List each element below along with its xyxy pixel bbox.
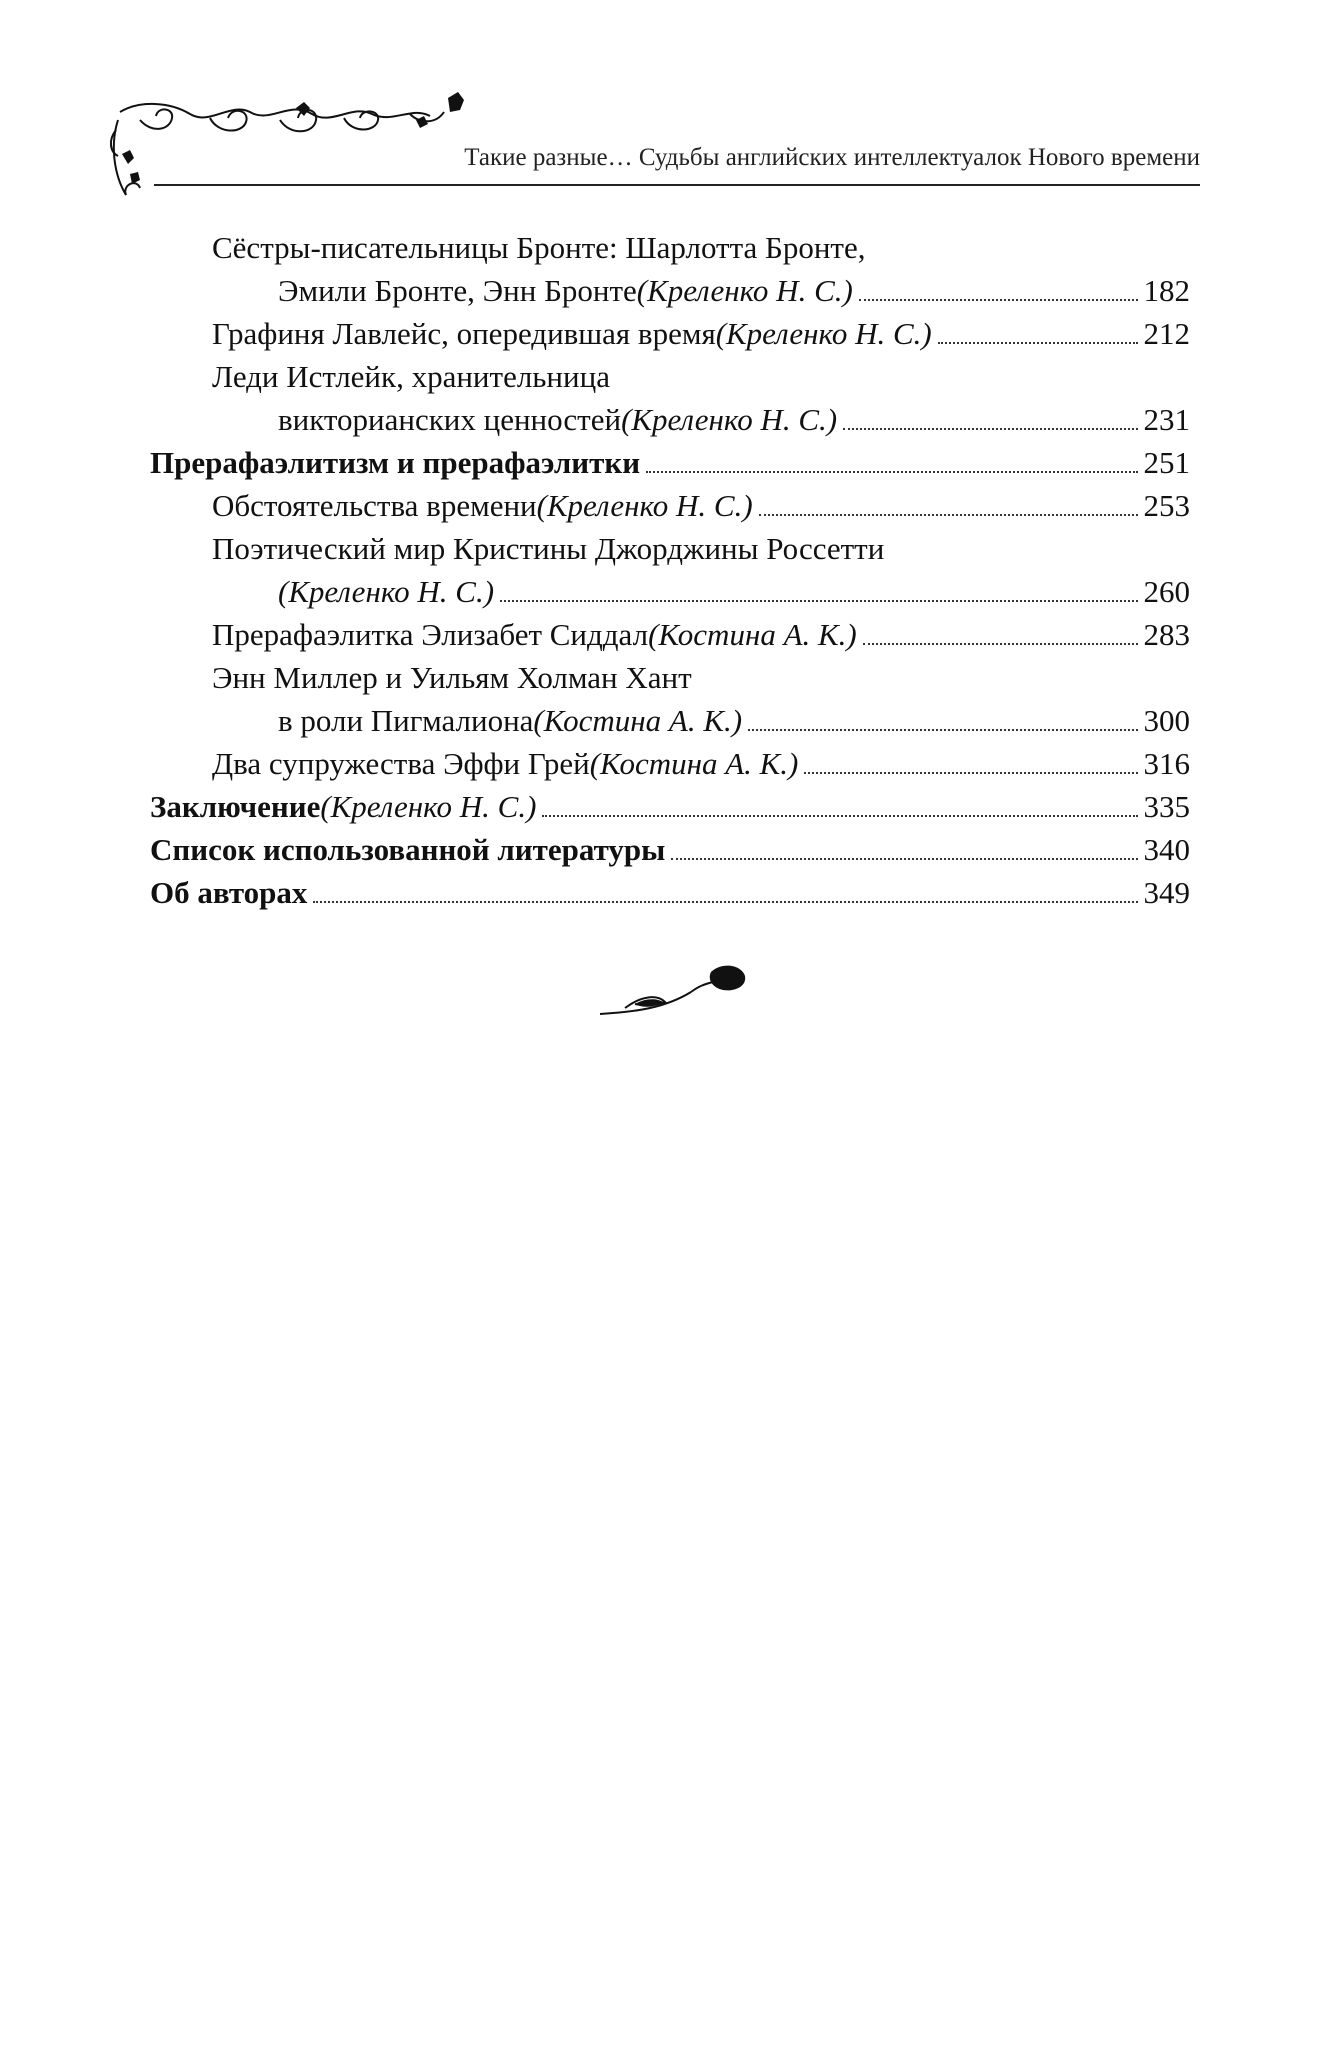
toc-page-number: 231 (1143, 402, 1190, 437)
toc-line (150, 269, 1190, 312)
dot-leader (843, 428, 1137, 430)
toc-page-number: 212 (1143, 316, 1190, 351)
toc-page-number: 340 (1143, 832, 1190, 867)
toc-title: Эмили Бронте, Энн Бронте (278, 273, 637, 308)
toc-title: Сёстры-писательницы Бронте: Шарлотта Бронте, (212, 230, 866, 265)
dot-leader (859, 299, 1138, 301)
toc-author: (Костина А. К.) (589, 746, 799, 781)
toc-author: (Костина А. К.) (533, 703, 743, 738)
toc-page-number: 316 (1143, 746, 1190, 781)
toc-line (150, 484, 1190, 527)
toc-author: (Креленко Н. С.) (536, 488, 753, 523)
toc-entry[interactable] (150, 441, 1190, 484)
toc-entry[interactable] (150, 312, 1190, 355)
toc-title: Прерафаэлитка Элизабет Сиддал (212, 617, 649, 652)
dot-leader (748, 729, 1137, 731)
header-rule (154, 184, 1200, 186)
toc-page-number: 335 (1143, 789, 1190, 824)
dot-leader (646, 471, 1137, 473)
toc-title: в роли Пигмалиона (278, 703, 534, 738)
toc-entry[interactable] (150, 613, 1190, 656)
toc-title: викторианских ценностей (278, 402, 622, 437)
toc-entry[interactable] (150, 527, 1190, 613)
page-header (100, 90, 1200, 200)
running-head: Такие разные… Судьбы английских интеллектуалок Нового времени (464, 144, 1200, 171)
toc-line (150, 785, 1190, 828)
toc-entry[interactable] (150, 656, 1190, 742)
toc-page-number: 349 (1143, 875, 1190, 910)
toc-entry[interactable] (150, 871, 1190, 914)
toc-line (150, 398, 1190, 441)
toc-author: (Креленко Н. С.) (715, 316, 932, 351)
toc-line (150, 570, 1190, 613)
dot-leader (863, 643, 1138, 645)
toc-line (150, 312, 1190, 355)
toc-line (150, 527, 1190, 570)
toc-author: (Креленко Н. С.) (636, 273, 853, 308)
toc-page-number: 283 (1143, 617, 1190, 652)
toc-title: Прерафаэлитизм и прерафаэлитки (150, 445, 641, 480)
toc-title: Леди Истлейк, хранительница (212, 359, 610, 394)
toc-title: Список использованной литературы (150, 832, 666, 867)
dot-leader (542, 815, 1137, 817)
toc-title: Энн Миллер и Уильям Холман Хант (212, 660, 692, 695)
toc-author: (Креленко Н. С.) (621, 402, 838, 437)
toc-title: Поэтический мир Кристины Джорджины Россетти (212, 531, 885, 566)
toc-entry[interactable] (150, 484, 1190, 527)
dot-leader (938, 342, 1138, 344)
toc-title: Два супружества Эффи Грей (212, 746, 590, 781)
rose-ornament-icon (595, 962, 765, 1022)
toc-entry[interactable] (150, 226, 1190, 312)
dot-leader (804, 772, 1137, 774)
toc-line (150, 355, 1190, 398)
table-of-contents (150, 226, 1190, 914)
toc-line (150, 699, 1190, 742)
toc-entry[interactable] (150, 742, 1190, 785)
toc-line (150, 656, 1190, 699)
toc-author: (Костина А. К.) (648, 617, 857, 652)
toc-entry[interactable] (150, 785, 1190, 828)
toc-title: Об авторах (150, 875, 308, 910)
toc-line (150, 613, 1190, 656)
toc-page-number: 182 (1143, 273, 1190, 308)
dot-leader (671, 858, 1137, 860)
toc-title: Заключение (150, 789, 321, 824)
toc-line (150, 871, 1190, 914)
toc-title: Графиня Лавлейс, опередившая время (212, 316, 716, 351)
toc-page-number: 251 (1143, 445, 1190, 480)
toc-line (150, 828, 1190, 871)
dot-leader (759, 514, 1138, 516)
dot-leader (500, 600, 1137, 602)
toc-line (150, 226, 1190, 269)
toc-page-number: 300 (1143, 703, 1190, 738)
toc-page-number: 260 (1143, 574, 1190, 609)
toc-author: (Креленко Н. С.) (320, 789, 537, 824)
toc-author: (Креленко Н. С.) (278, 574, 495, 609)
dot-leader (313, 901, 1137, 903)
toc-line (150, 441, 1190, 484)
toc-entry[interactable] (150, 828, 1190, 871)
toc-page-number: 253 (1143, 488, 1190, 523)
toc-title: Обстоятельства времени (212, 488, 537, 523)
toc-entry[interactable] (150, 355, 1190, 441)
toc-line (150, 742, 1190, 785)
